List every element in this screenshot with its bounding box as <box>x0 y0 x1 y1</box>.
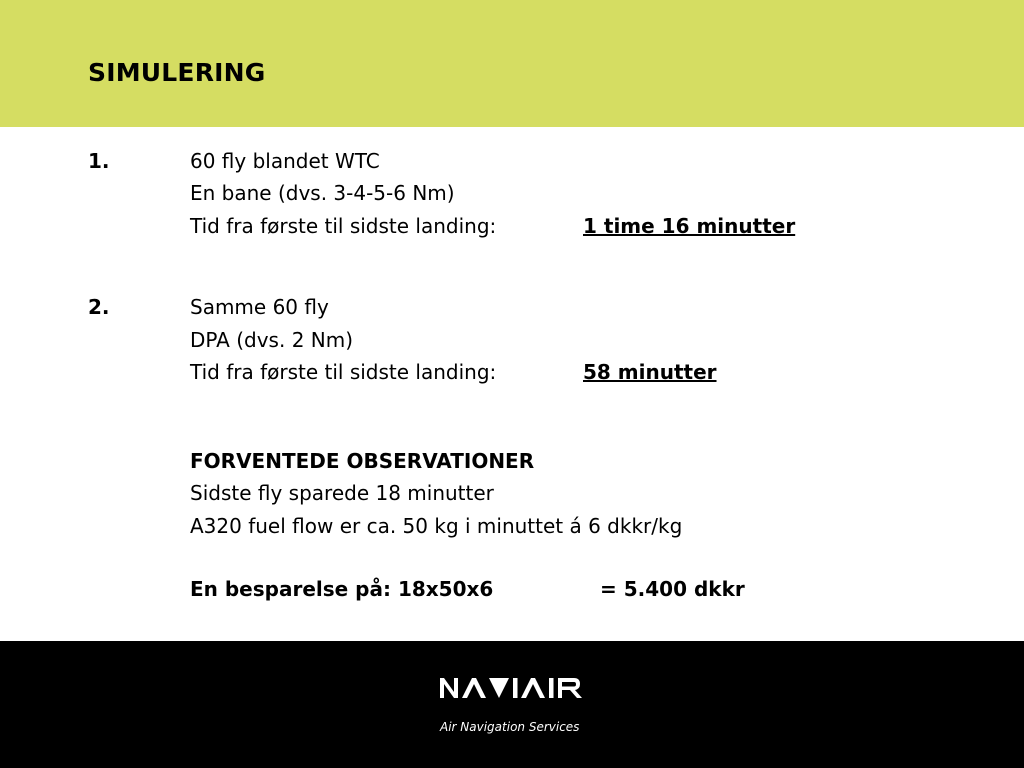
footer-band <box>0 641 1024 768</box>
section-2-result: 58 minutter <box>583 360 717 384</box>
slide-title: SIMULERING <box>88 58 266 87</box>
savings-label: En besparelse på: 18x50x6 <box>190 577 494 601</box>
naviair-logo <box>439 677 589 699</box>
section-2-line-3: Tid fra første til sidste landing: <box>190 360 497 384</box>
header-band <box>0 0 1024 127</box>
section-1-line-2: En bane (dvs. 3-4-5-6 Nm) <box>190 181 455 205</box>
section-1-line-3: Tid fra første til sidste landing: <box>190 214 497 238</box>
observations-heading: FORVENTEDE OBSERVATIONER <box>190 449 535 473</box>
section-1-line-1: 60 fly blandet WTC <box>190 149 380 173</box>
section-2-number: 2. <box>88 295 110 319</box>
observation-line-1: Sidste fly sparede 18 minutter <box>190 481 494 505</box>
section-1-result: 1 time 16 minutter <box>583 214 796 238</box>
section-1-number: 1. <box>88 149 110 173</box>
observation-line-2: A320 fuel flow er ca. 50 kg i minuttet á 6 dkkr/kg <box>190 514 683 538</box>
footer-tagline: Air Navigation Services <box>440 720 580 734</box>
savings-value: = 5.400 dkkr <box>600 577 745 601</box>
section-2-line-1: Samme 60 fly <box>190 295 329 319</box>
section-2-line-2: DPA (dvs. 2 Nm) <box>190 328 354 352</box>
